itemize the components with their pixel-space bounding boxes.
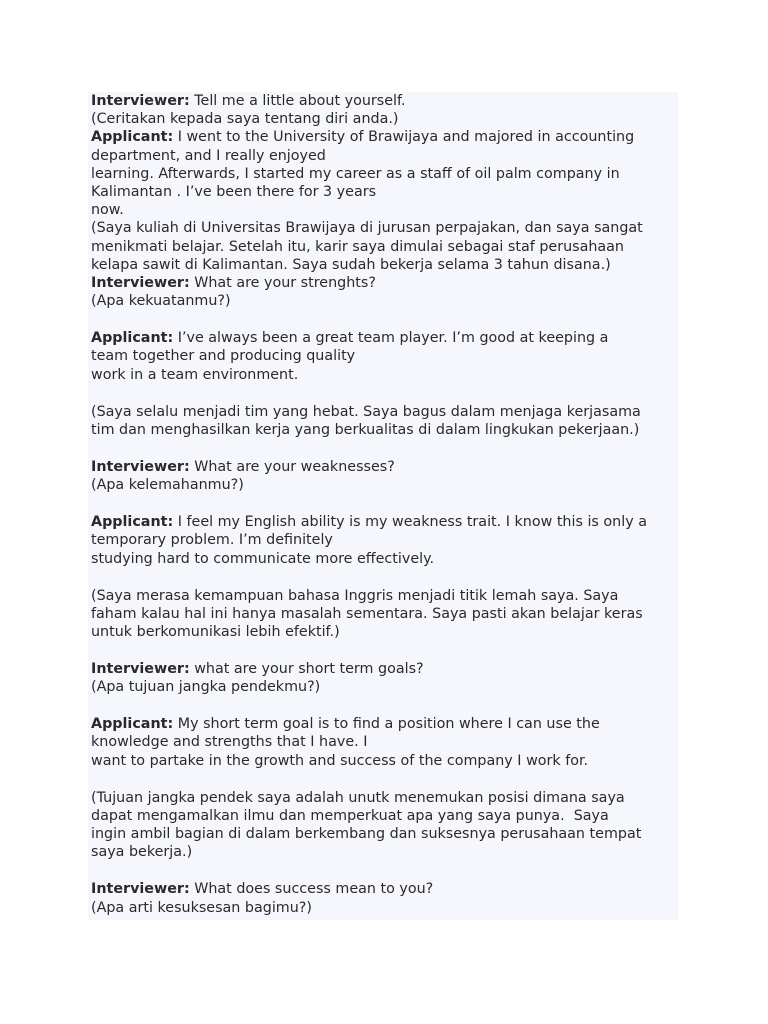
text-line — [91, 238, 678, 256]
text-line — [91, 531, 678, 549]
line-text: want to partake in the growth and success of the company I work for. — [91, 752, 589, 769]
line-text: kelapa sawit di Kalimantan. Saya sudah bekerja selama 3 tahun disana.) — [91, 256, 611, 273]
line-text: My short term goal is to find a position where I can use the — [173, 716, 600, 733]
speaker-line — [91, 715, 678, 733]
speaker-line — [91, 513, 678, 531]
line-text: dapat mengamalkan ilmu dan memperkuat apa yang saya punya. Saya — [91, 807, 609, 824]
text-line — [91, 825, 678, 843]
line-text: (Tujuan jangka pendek saya adalah unutk menemukan posisi dimana saya — [91, 789, 625, 806]
blank-line — [91, 310, 678, 329]
blank-line — [91, 384, 678, 403]
document-page — [88, 92, 678, 920]
line-text: work in a team environment. — [91, 366, 299, 383]
line-text: (Apa kelemahanmu?) — [91, 477, 244, 494]
speaker-label: Applicant: — [91, 716, 174, 733]
speaker-label: Applicant: — [91, 129, 174, 146]
speaker-line — [91, 128, 678, 146]
speaker-line — [91, 329, 678, 347]
text-line — [91, 366, 678, 384]
text-line — [91, 201, 678, 219]
line-text: menikmati belajar. Setelah itu, karir saya dimulai sebagai staf perusahaan — [91, 238, 624, 255]
speaker-line — [91, 458, 678, 476]
speaker-label: Interviewer: — [91, 881, 190, 898]
text-line — [91, 183, 678, 201]
line-text: (Apa kekuatanmu?) — [91, 293, 231, 310]
text-line — [91, 147, 678, 165]
text-line — [91, 403, 678, 421]
text-line — [91, 678, 678, 696]
text-line — [91, 165, 678, 183]
line-text: (Apa arti kesuksesan bagimu?) — [91, 899, 312, 916]
line-text: knowledge and strengths that I have. I — [91, 734, 368, 751]
blank-line — [91, 568, 678, 587]
speaker-label: Interviewer: — [91, 458, 190, 475]
line-text: studying hard to communicate more effectively. — [91, 550, 435, 567]
line-text: ingin ambil bagian di dalam berkembang dan suksesnya perusahaan tempat — [91, 826, 642, 843]
text-line — [91, 843, 678, 861]
line-text: now. — [91, 202, 124, 219]
blank-line — [91, 439, 678, 458]
text-line — [91, 623, 678, 641]
line-text: Tell me a little about yourself. — [189, 93, 406, 109]
speaker-label: Interviewer: — [91, 274, 190, 291]
speaker-label: Applicant: — [91, 514, 174, 531]
line-text: (Saya merasa kemampuan bahasa Inggris menjadi titik lemah saya. Saya — [91, 587, 619, 604]
blank-line — [91, 862, 678, 881]
speaker-label: Interviewer: — [91, 93, 190, 109]
line-text: What are your strenghts? — [189, 274, 376, 291]
text-line — [91, 219, 678, 237]
text-line — [91, 476, 678, 494]
line-text: (Apa tujuan jangka pendekmu?) — [91, 679, 321, 696]
blank-line — [91, 696, 678, 715]
text-line — [91, 421, 678, 439]
speaker-line — [91, 274, 678, 292]
line-text: saya bekerja.) — [91, 844, 193, 861]
speaker-line — [91, 880, 678, 898]
line-text: I went to the University of Brawijaya and majored in accounting — [173, 129, 635, 146]
line-text: untuk berkomunikasi lebih efektif.) — [91, 623, 340, 640]
line-text: department, and I really enjoyed — [91, 147, 326, 164]
blank-line — [91, 770, 678, 789]
text-line — [91, 256, 678, 274]
line-text: What are your weaknesses? — [189, 458, 395, 475]
line-text: tim dan menghasilkan kerja yang berkualitas di dalam lingkukan pekerjaan.) — [91, 421, 640, 438]
speaker-line — [91, 660, 678, 678]
text-line — [91, 789, 678, 807]
line-text: (Saya kuliah di Universitas Brawijaya di jurusan perpajakan, dan saya sangat — [91, 220, 643, 237]
text-line — [91, 587, 678, 605]
text-line — [91, 110, 678, 128]
speaker-label: Interviewer: — [91, 661, 190, 678]
text-line — [91, 807, 678, 825]
line-text: (Ceritakan kepada saya tentang diri anda.) — [91, 111, 399, 128]
text-line — [91, 550, 678, 568]
line-text: temporary problem. I’m definitely — [91, 532, 333, 549]
text-line — [91, 292, 678, 310]
blank-line — [91, 641, 678, 660]
line-text: I feel my English ability is my weakness trait. I know this is only a — [173, 514, 647, 531]
text-line — [91, 752, 678, 770]
line-text: what are your short term goals? — [189, 661, 424, 678]
text-line — [91, 605, 678, 623]
blank-line — [91, 494, 678, 513]
speaker-line — [91, 92, 678, 110]
line-text: Kalimantan . I’ve been there for 3 years — [91, 183, 377, 200]
line-text: What does success mean to you? — [189, 881, 434, 898]
text-line — [91, 899, 678, 917]
text-line — [91, 733, 678, 751]
line-text: team together and producing quality — [91, 348, 356, 365]
line-text: faham kalau hal ini hanya masalah sementara. Saya pasti akan belajar keras — [91, 605, 643, 622]
text-line — [91, 347, 678, 365]
line-text: (Saya selalu menjadi tim yang hebat. Saya bagus dalam menjaga kerjasama — [91, 403, 641, 420]
line-text: I’ve always been a great team player. I’m good at keeping a — [173, 330, 609, 347]
line-text: learning. Afterwards, I started my career as a staff of oil palm company in — [91, 165, 620, 182]
speaker-label: Applicant: — [91, 330, 174, 347]
